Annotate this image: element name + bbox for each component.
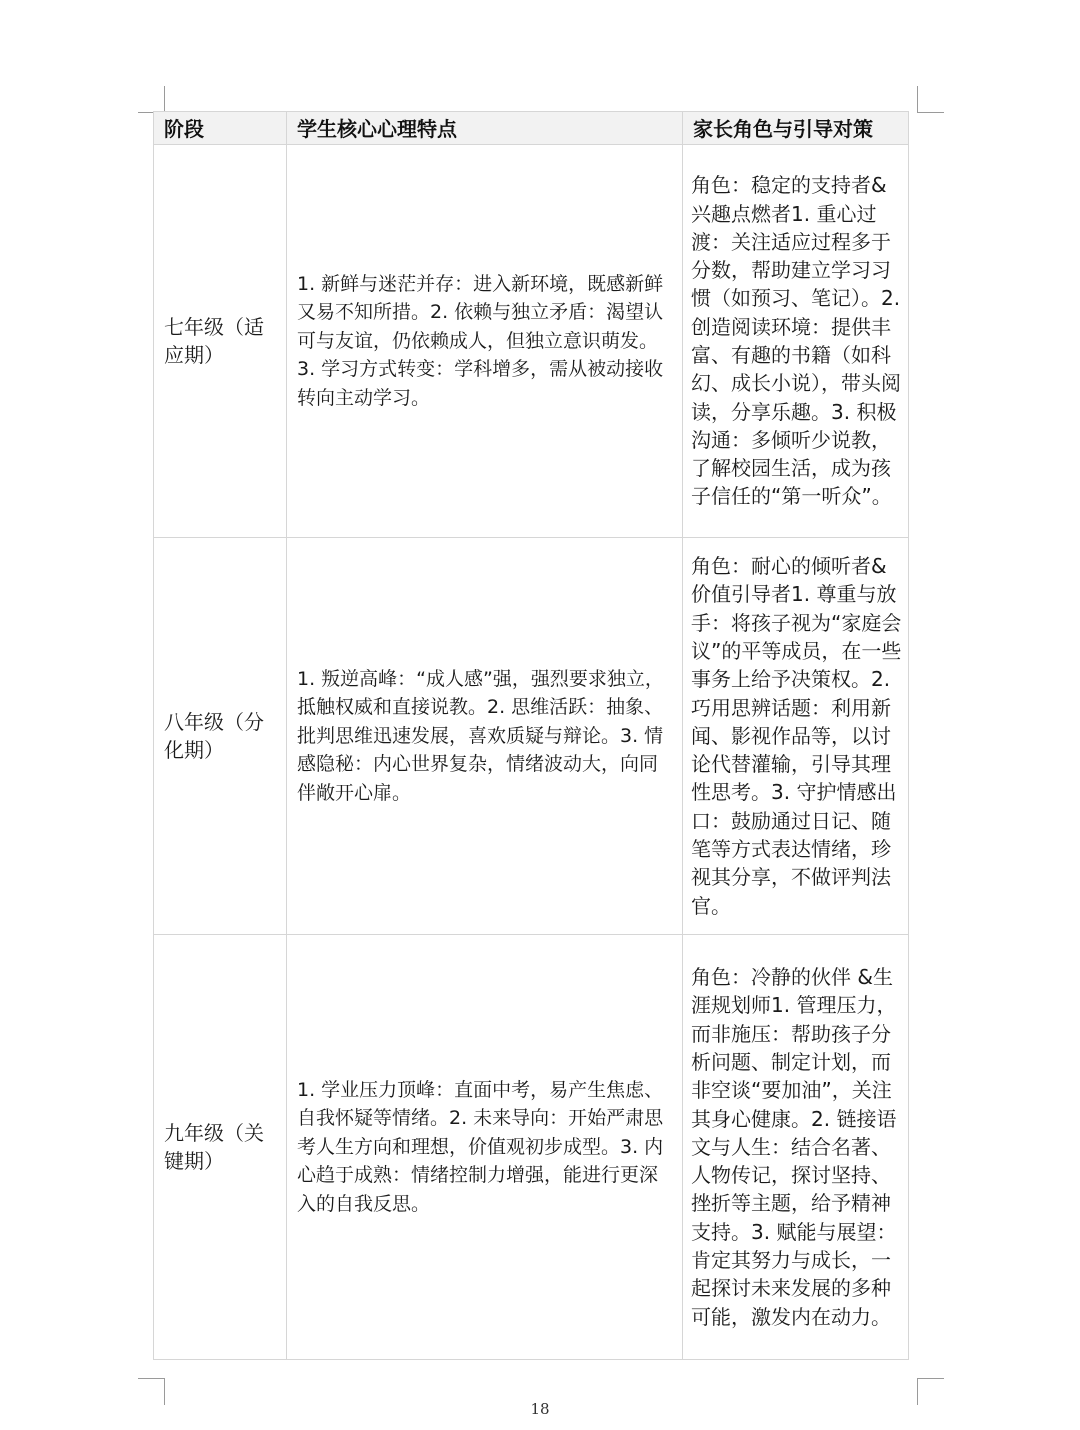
page-number: 18 <box>530 1400 550 1418</box>
guidance-cell: 角色：耐心的倾听者&价值引导者1. 尊重与放手：将孩子视为“家庭会议”的平等成员，在一些事务上给予决策权。2. 巧用思辨话题：利用新闻、影视作品等，以讨论代替灌输，引导其理性思考。3. 守护情感出口：鼓励通过日记、随笔等方式表达情绪，珍视其分享，不做评判法官。 <box>683 538 909 935</box>
header-guidance: 家长角色与引导对策 <box>683 112 909 145</box>
guidance-cell: 角色：稳定的支持者&兴趣点燃者1. 重心过渡：关注适应过程多于分数，帮助建立学习习惯（如预习、笔记）。2. 创造阅读环境：提供丰富、有趣的书籍（如科幻、成长小说），带头阅读，分享乐趣。3. 积极沟通：多倾听少说教，了解校园生活，成为孩子信任的“第一听众”。 <box>683 145 909 538</box>
table-row <box>154 145 909 538</box>
guidance-cell: 角色：冷静的伙伴 &生涯规划师1. 管理压力，而非施压：帮助孩子分析问题、制定计划，而非空谈“要加油”，关注其身心健康。2. 链接语文与人生：结合名著、人物传记，探讨坚持、挫折等主题，给予精神支持。3. 赋能与展望：肯定其努力与成长，一起探讨未来发展的多种可能，激发内在动力。 <box>683 935 909 1360</box>
crop-mark-top-right <box>917 86 944 113</box>
traits-cell: 1. 叛逆高峰：“成人感”强，强烈要求独立，抵触权威和直接说教。2. 思维活跃：抽象、批判思维迅速发展，喜欢质疑与辩论。3. 情感隐秘：内心世界复杂，情绪波动大，向同伴敞开心扉。 <box>287 538 683 935</box>
traits-cell: 1. 新鲜与迷茫并存：进入新环境，既感新鲜又易不知所措。2. 依赖与独立矛盾：渴望认可与友谊，仍依赖成人，但独立意识萌发。3. 学习方式转变：学科增多，需从被动接收转向主动学习。 <box>287 145 683 538</box>
table-row <box>154 935 909 1360</box>
guidance-table <box>153 111 909 1360</box>
stage-cell: 八年级（分化期） <box>154 538 287 935</box>
traits-cell: 1. 学业压力顶峰：直面中考，易产生焦虑、自我怀疑等情绪。2. 未来导向：开始严肃思考人生方向和理想，价值观初步成型。3. 内心趋于成熟：情绪控制力增强，能进行更深入的自我反思。 <box>287 935 683 1360</box>
header-traits: 学生核心心理特点 <box>287 112 683 145</box>
table-header-row <box>154 112 909 145</box>
stage-cell: 九年级（关键期） <box>154 935 287 1360</box>
table-row <box>154 538 909 935</box>
header-stage: 阶段 <box>154 112 287 145</box>
crop-mark-top-left <box>138 86 165 113</box>
stage-cell: 七年级（适应期） <box>154 145 287 538</box>
